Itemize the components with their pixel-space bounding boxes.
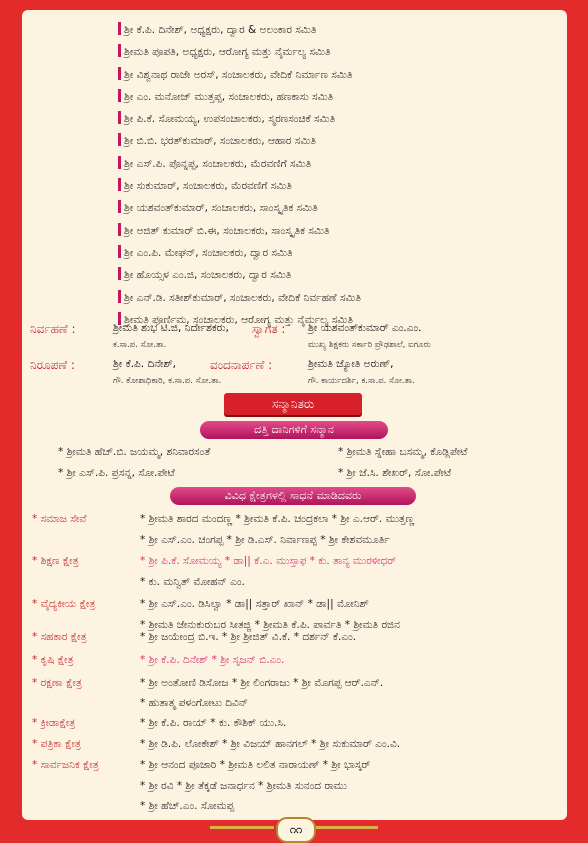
category-label: * ಕ್ರೀಡಾಕ್ಷೇತ್ರ: [32, 717, 76, 729]
committee-row: ಶ್ರೀ ಎಸ್.ಪಿ. ಪೊನ್ನಪ್ಪ, ಸಂಚಾಲಕರು, ಮೆರವಣಿಗೆ ಸಮಿತಿ: [118, 153, 558, 175]
divider-bar: [118, 200, 121, 213]
category-label: * ಸಹಕಾರ ಕ್ಷೇತ್ರ: [32, 631, 87, 643]
committee-row: ಶ್ರೀಮತಿ ಪೂಪತಿ, ಅಧ್ಯಕ್ಷರು, ಆರೋಗ್ಯ ಮತ್ತು ನೈರ್ಮಲ್ಯ ಸಮಿತಿ: [118, 41, 558, 63]
vandane-name: ಶ್ರೀಮತಿ ಜ್ಯೋತಿ ಅರುಣ್,: [308, 358, 394, 370]
achiever-line: * ಹುತಾತ್ಮ ಪಳಂಗೋಟು ದಿವಿನ್: [140, 697, 249, 709]
swagata-name: ಶ್ರೀ ಯಶವಂತ್‌ಕುಮಾರ್ ಎಂ.ಎಂ.: [308, 322, 422, 334]
footer-ribbon-right: [314, 826, 378, 829]
achiever-line: * ಶ್ರೀಮತಿ ಶಾರದ ಮಂದಣ್ಣ * ಶ್ರೀಮತಿ ಕೆ.ಪಿ. ಚಂದ್ರಕಲಾ * ಶ್ರೀ ಎ.ಆರ್. ಮುತ್ತಣ್ಣ: [140, 513, 415, 525]
committee-row: ಶ್ರೀ ಎನ್.ಡಿ. ಸತೀಶ್‌ಕುಮಾರ್, ಸಂಚಾಲಕರು, ವೇದಿಕೆ ನಿರ್ವಹಣೆ ಸಮಿತಿ: [118, 287, 558, 309]
committee-row: ಶ್ರೀ ಎಂ. ಮನೋಜ್ ಮುತ್ತಪ್ಪ, ಸಂಚಾಲಕರು, ಹಣಕಾಸು ಸಮಿತಿ: [118, 86, 558, 108]
category-label: * ಪತ್ರಿಕಾ ಕ್ಷೇತ್ರ: [32, 738, 81, 750]
donor-item: * ಶ್ರೀ ಜೆ.ಸಿ. ಶೇಖರ್, ಸೋ.ಪೇಟೆ: [338, 467, 452, 479]
divider-bar: [118, 223, 121, 236]
category-label: * ಶಿಕ್ಷಣ ಕ್ಷೇತ್ರ: [32, 555, 79, 567]
vandane-sub: ಗೌ. ಕಾರ್ಯದರ್ಶಿ, ಕ.ಸಾ.ಪ. ಸೋ.ತಾ.: [308, 376, 415, 386]
achiever-line: * ಶ್ರೀ ಅಂತೋಣಿ ಡಿಸೋಜ * ಶ್ರೀ ಲಿಂಗರಾಜು * ಶ್ರೀ ಮೊಗಪ್ಪ ಆರ್.ಎನ್.: [140, 677, 384, 689]
achiever-line: * ಶ್ರೀ ಪಿ.ಕೆ. ಸೋಮಯ್ಯ * ಡಾ|| ಕೆ.ಎ. ಮುಸ್ತಾಫ * ಕು. ತಾನ್ಯ ಮುರಳೀಧರ್: [140, 555, 397, 567]
donor-item: * ಶ್ರೀಮತಿ ಸ್ನೇಹಾ ಬಸಮ್ಮ, ಕೊಡ್ಲಿಪೇಟೆ: [338, 446, 468, 458]
divider-bar: [118, 67, 121, 80]
committee-row: ಶ್ರೀ ವಿಶ್ವನಾಥ ರಾಜೇ ಅರಸ್, ಸಂಚಾಲಕರು, ವೇದಿಕೆ ನಿರ್ಮಾಣ ಸಮಿತಿ: [118, 64, 558, 86]
achiever-line: * ಶ್ರೀ ರವಿ * ಶ್ರೀ ತೆಕ್ಕಡೆ ಜನಾರ್ಧನ * ಶ್ರೀಮತಿ ಸುನಂದ ರಾಮು: [140, 780, 347, 792]
achiever-line: * ಶ್ರೀ ಜಯೇಂದ್ರ ಬಿ.ಇ. * ಶ್ರೀ ಶ್ರೀಜಿತ್ ವಿ.ಕೆ. * ದರ್ಶನ್ ಕೆ.ಎಂ.: [140, 631, 357, 643]
swagata-label: ಸ್ವಾಗತ :: [252, 322, 286, 336]
committee-row: ಶ್ರೀ ಎಂ.ಪಿ. ಮೇಘನ್, ಸಂಚಾಲಕರು, ದ್ವಾರ ಸಮಿತಿ: [118, 242, 558, 264]
donor-item: * ಶ್ರೀಮತಿ ಹೆಚ್.ಬಿ. ಜಯಮ್ಮ, ಶನಿವಾರಸಂತೆ: [58, 446, 211, 458]
sanmanitaru-banner: ಸನ್ಮಾನಿತರು: [224, 393, 362, 415]
achiever-line: * ಶ್ರೀ ಹೆಚ್.ಎಂ. ಸೋಮಪ್ಪ: [140, 800, 235, 812]
achiever-line: * ಶ್ರೀಮತಿ ಜೇನುಕುರುಬರ ಸೀತಜ್ಜಿ * ಶ್ರೀಮತಿ ಕೆ.ಪಿ. ಪಾರ್ವತಿ * ಶ್ರೀಮತಿ ರಜಿನ: [140, 619, 400, 631]
divider-bar: [118, 22, 121, 35]
achievers-title-pill: ವಿವಿಧ ಕ್ಷೇತ್ರಗಳಲ್ಲಿ ಸಾಧನೆ ಮಾಡಿದವರು: [170, 487, 416, 505]
achiever-line: * ಶ್ರೀ ಡಿ.ಪಿ. ಲೋಕೇಶ್ * ಶ್ರೀ ವಿಜಯ್ ಹಾನಗಲ್ * ಶ್ರೀ ಸುಕುಮಾರ್ ಎಂ.ವಿ.: [140, 738, 401, 750]
divider-bar: [118, 290, 121, 303]
nirvahane-name: ಶ್ರೀಮತಿ ಶುಭ ಟಿ.ಜಿ, ನಿರ್ದೇಶಕರು,: [113, 322, 229, 334]
committee-row: ಶ್ರೀ ಹೊಯ್ಸಳ ಎಂ.ಜಿ, ಸಂಚಾಲಕರು, ದ್ವಾರ ಸಮಿತಿ: [118, 264, 558, 286]
footer-ribbon-left: [210, 826, 274, 829]
committee-row: ಶ್ರೀ ಕೆ.ಪಿ. ದಿನೇಶ್, ಅಧ್ಯಕ್ಷರು, ದ್ವಾರ & ಅಲಂಕಾರ ಸಮಿತಿ: [118, 19, 558, 41]
divider-bar: [118, 267, 121, 280]
committee-row: ಶ್ರೀ ಬಿ.ಬಿ. ಭರತ್‌ಕುಮಾರ್, ಸಂಚಾಲಕರು, ಆಹಾರ ಸಮಿತಿ: [118, 130, 558, 152]
achiever-line: * ಶ್ರೀ ಎಸ್.ಎಂ. ಚಂಗಪ್ಪ * ಶ್ರೀ ಡಿ.ಎಸ್. ನಿರ್ವಾಣಪ್ಪ * ಶ್ರೀ ಕೇಶವಮೂರ್ತಿ: [140, 534, 390, 546]
category-label: * ವೈದ್ಯಕೀಯ ಕ್ಷೇತ್ರ: [32, 598, 96, 610]
achiever-line: * ಶ್ರೀ ಕೆ.ಪಿ. ರಾಯ್ * ಕು. ಕೌಶಿಕ್ ಯು.ಸಿ.: [140, 717, 287, 729]
divider-bar: [118, 133, 121, 146]
divider-bar: [118, 156, 121, 169]
donor-title-pill: ದತ್ತಿ ದಾನಿಗಳಿಗೆ ಸನ್ಮಾನ: [200, 421, 388, 439]
committee-list: [118, 19, 558, 331]
page-number: ೧೧: [276, 817, 316, 843]
achiever-line: * ಶ್ರೀ ಆನಂದ ಪೂಜಾರಿ * ಶ್ರೀಮತಿ ಲಲಿತ ನಾರಾಯಣ್ * ಶ್ರೀ ಭಾಸ್ಕರ್: [140, 759, 371, 771]
nirupane-name: ಶ್ರೀ ಕೆ.ಪಿ. ದಿನೇಶ್,: [113, 358, 177, 370]
achiever-line: * ಕು. ಮನ್ವಿತ್ ಮೋಹನ್ ಎಂ.: [140, 576, 245, 588]
committee-row: ಶ್ರೀ ಪಿ.ಕೆ. ಸೋಮಯ್ಯ, ಉಪಸಂಚಾಲಕರು, ಸ್ಮರಣಸಂಚಿಕೆ ಸಮಿತಿ: [118, 108, 558, 130]
divider-bar: [118, 178, 121, 191]
swagata-sub: ಮುಖ್ಯ ಶಿಕ್ಷಕರು ಸರ್ಕಾರಿ ಪ್ರೌಢಶಾಲೆ, ಐಗೂರು: [308, 340, 431, 350]
achiever-line: * ಶ್ರೀ ಎಸ್.ಎಂ. ಡಿಸಿಲ್ವಾ * ಡಾ|| ಸತ್ತಾರ್ ಖಾನ್ * ಡಾ|| ಮೋನಿಶ್: [140, 598, 369, 610]
donor-item: * ಶ್ರೀ ಎಸ್.ಪಿ. ಪ್ರಸನ್ನ, ಸೋ.ಪೇಟೆ: [58, 467, 175, 479]
category-label: * ರಕ್ಷಣಾ ಕ್ಷೇತ್ರ: [32, 677, 82, 689]
category-label: * ಸಾರ್ವಜನಿಕ ಕ್ಷೇತ್ರ: [32, 759, 99, 771]
committee-row: ಶ್ರೀಮತಿ ಪೂರ್ಣಿಮ, ಸಂಚಾಲಕರು, ಆರೋಗ್ಯ ಮತ್ತು ನೈರ್ಮಲ್ಯ ಸಮಿತಿ: [118, 309, 558, 331]
divider-bar: [118, 245, 121, 258]
committee-row: ಶ್ರೀ ಯಶವಂತ್‌ಕುಮಾರ್, ಸಂಚಾಲಕರು, ಸಾಂಸ್ಕೃತಿಕ ಸಮಿತಿ: [118, 197, 558, 219]
nirvahane-sub: ಕ.ಸಾ.ಪ. ಸೋ.ತಾ.: [113, 340, 167, 350]
divider-bar: [118, 44, 121, 57]
vandane-label: ವಂದನಾರ್ಪಣೆ :: [210, 358, 273, 372]
divider-bar: [118, 89, 121, 102]
category-label: * ಸಮಾಜ ಸೇವೆ: [32, 513, 87, 525]
category-label: * ಕೃಷಿ ಕ್ಷೇತ್ರ: [32, 654, 74, 666]
committee-row: ಶ್ರೀ ಅಜಿತ್ ಕುಮಾರ್ ಬಿ.ಈ, ಸಂಚಾಲಕರು, ಸಾಂಸ್ಕೃತಿಕ ಸಮಿತಿ: [118, 220, 558, 242]
nirupane-sub: ಗೌ. ಕೋಶಾಧಿಕಾರಿ, ಕ.ಸಾ.ಪ. ಸೋ.ತಾ.: [113, 376, 222, 386]
nirvahane-label: ನಿರ್ವಹಣೆ :: [30, 322, 76, 336]
achiever-line: * ಶ್ರೀ ಕೆ.ಪಿ. ದಿನೇಶ್ * ಶ್ರೀ ಸೃಜನ್ ಬಿ.ಎಂ.: [140, 654, 285, 666]
divider-bar: [118, 111, 121, 124]
nirupane-label: ನಿರೂಪಣೆ :: [30, 358, 75, 372]
committee-row: ಶ್ರೀ ಸುಕುಮಾರ್, ಸಂಚಾಲಕರು, ಮೆರವಣಿಗೆ ಸಮಿತಿ: [118, 175, 558, 197]
